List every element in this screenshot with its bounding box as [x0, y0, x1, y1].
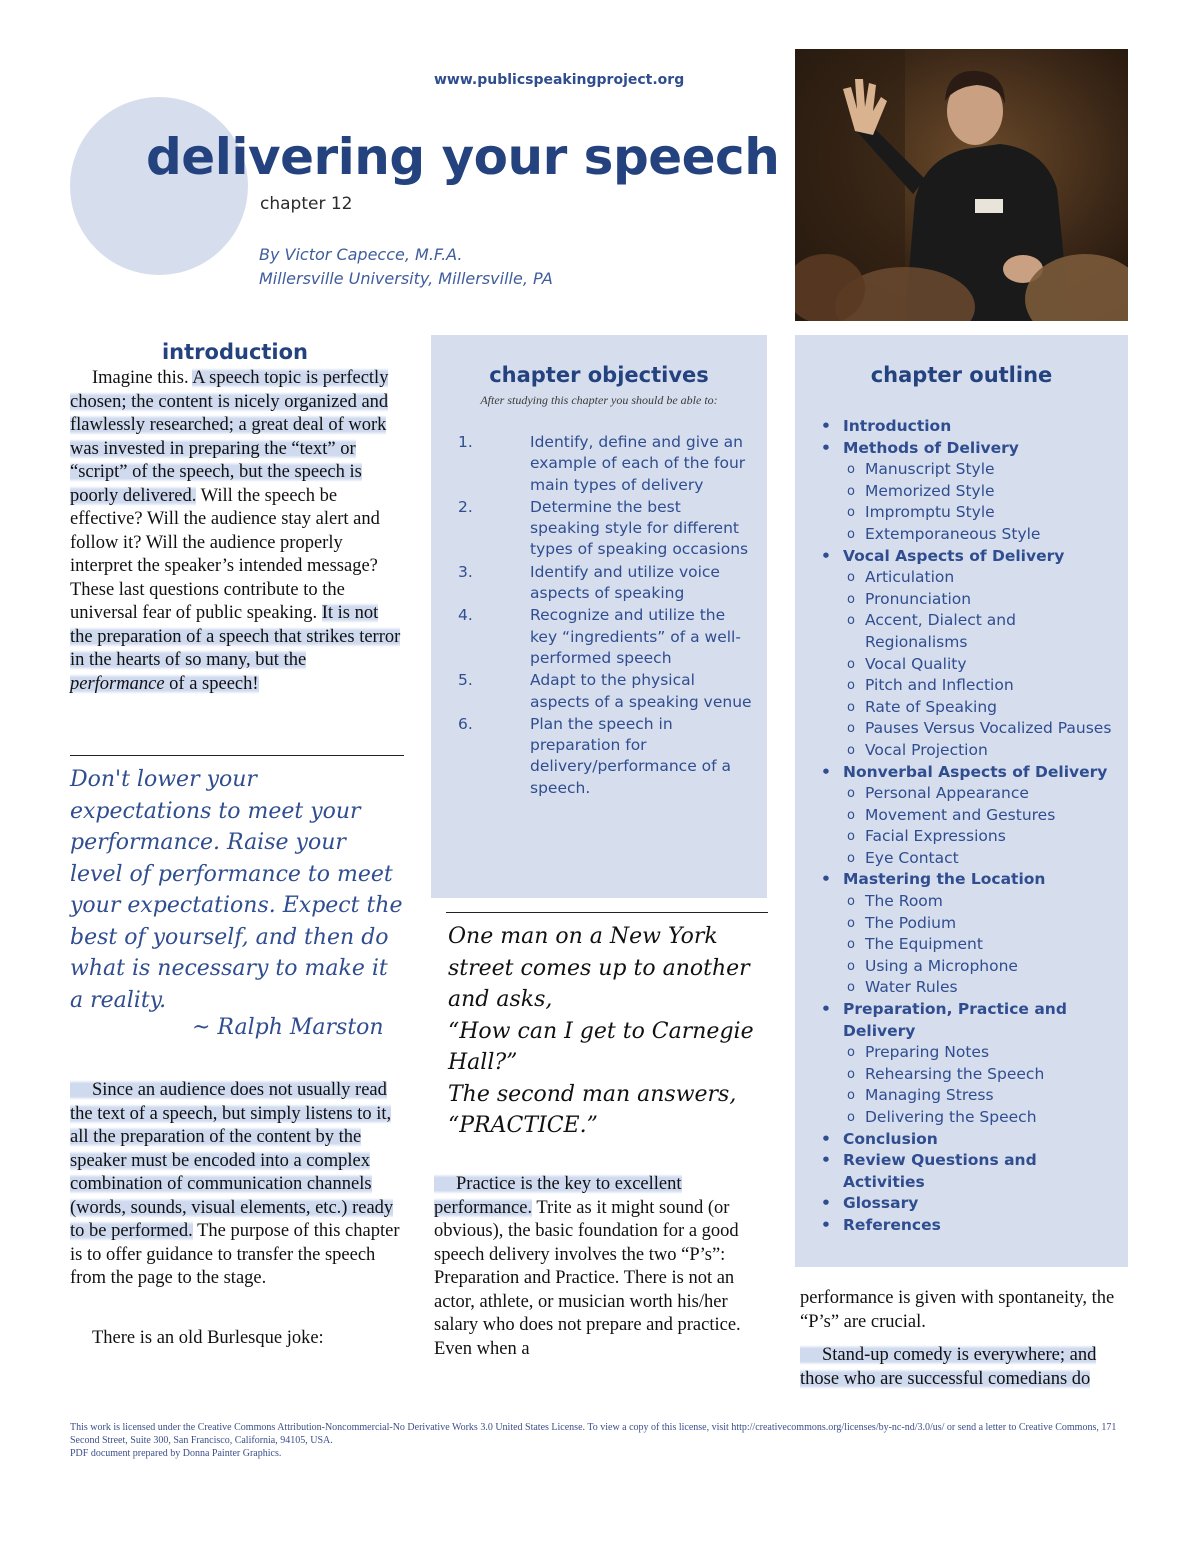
introduction-paragraph: [70, 367, 402, 696]
outline-subsection[interactable]: [817, 589, 1122, 611]
circle-bullet-icon: o: [847, 1088, 855, 1104]
site-url-link[interactable]: www.publicspeakingproject.org: [434, 72, 685, 88]
outline-section[interactable]: [817, 869, 1122, 891]
outline-subsection[interactable]: [817, 1064, 1122, 1086]
circle-bullet-icon: o: [847, 526, 855, 542]
delivery-highlight: Since an audience does not usually read the text of a speech, but simply listens to it, all the preparation of the content by the speaker must be encoded into a complex combination of communication channels (words, sounds, visual elements, etc.) ready to be performed.: [70, 1080, 394, 1241]
circle-bullet-icon: o: [847, 807, 855, 823]
objective-text: Determine the best speaking style for different types of speaking occasions: [530, 497, 749, 559]
outline-subsection[interactable]: [817, 697, 1122, 719]
speaker-photo: [795, 49, 1128, 321]
circle-bullet-icon: o: [847, 915, 855, 931]
outline-subsection-label: Pronunciation: [865, 589, 972, 608]
intro-text-a: Imagine this.: [92, 368, 193, 388]
pull-quote-carnegie-hall: [448, 921, 768, 1142]
chapter-label: chapter 12: [260, 194, 353, 214]
outline-section-label: Conclusion: [843, 1129, 938, 1148]
intro-emphasis: performance: [70, 673, 165, 694]
outline-section[interactable]: [817, 416, 1122, 438]
objective-text: Plan the speech in preparation for delivery/performance of a speech.: [530, 714, 732, 797]
outline-subsection-label: The Podium: [865, 913, 957, 932]
circle-bullet-icon: o: [847, 980, 855, 996]
objectives-intro: After studying this chapter you should be able to:: [480, 393, 718, 407]
outline-subsection-label: Memorized Style: [865, 481, 995, 500]
outline-subsection[interactable]: [817, 1085, 1122, 1107]
outline-subsection[interactable]: [817, 481, 1122, 503]
objective-number: 5.: [458, 671, 473, 690]
outline-subsection-label: Movement and Gestures: [865, 805, 1056, 824]
outline-section-label: Methods of Delivery: [843, 438, 1019, 457]
circle-bullet-icon: o: [847, 958, 855, 974]
objective-text: Adapt to the physical aspects of a speaking venue: [530, 671, 752, 711]
author-block: [259, 243, 553, 291]
standup-paragraph: [800, 1344, 1130, 1391]
outline-heading: chapter outline: [870, 363, 1053, 387]
objectives-list: [458, 432, 758, 800]
outline-section-label: References: [843, 1215, 941, 1234]
outline-section-label: Glossary: [843, 1194, 919, 1213]
practice-paragraph: [434, 1173, 769, 1361]
objective-number: 6.: [458, 714, 473, 733]
bullet-icon: •: [821, 1000, 831, 1019]
outline-subsection[interactable]: [817, 740, 1122, 762]
outline-subsection-label: Personal Appearance: [865, 784, 1029, 803]
circle-bullet-icon: o: [847, 505, 855, 521]
bullet-icon: •: [821, 762, 831, 781]
intro-highlight-2-end: of a speech!: [164, 673, 259, 694]
outline-subsection-label: Preparing Notes: [865, 1043, 990, 1062]
chapter-outline-panel: [795, 335, 1128, 1267]
practice-text: Trite as it might sound (or obvious), the basic foundation for a good speech delivery involves the two “P’s”: Preparation and Practice. There is not an actor, athlete, or musician worth his/her salary who does not prepare and practice. Even when a: [434, 1197, 741, 1359]
objective-text: Identify, define and give an example of each of the four main types of delivery: [530, 433, 746, 494]
outline-subsection-label: Manuscript Style: [865, 460, 995, 479]
outline-subsection[interactable]: [817, 459, 1122, 481]
circle-bullet-icon: o: [847, 721, 855, 737]
outline-section[interactable]: [817, 438, 1122, 460]
outline-subsection-label: Eye Contact: [865, 848, 959, 867]
bullet-icon: •: [821, 1151, 831, 1170]
circle-bullet-icon: o: [847, 678, 855, 694]
outline-subsection-label: Managing Stress: [865, 1086, 994, 1105]
outline-section[interactable]: [817, 999, 1122, 1042]
outline-subsection[interactable]: [817, 567, 1122, 589]
outline-subsection-label: Pauses Versus Vocalized Pauses: [865, 719, 1112, 738]
circle-bullet-icon: o: [847, 570, 855, 586]
intro-highlight-2-text: It is not the preparation of a speech that strikes terror in the hearts of so many, but the: [70, 603, 401, 670]
quote-line: One man on a New York street comes up to another and asks,: [448, 924, 750, 1012]
circle-bullet-icon: o: [847, 742, 855, 758]
outline-subsection[interactable]: [817, 934, 1122, 956]
outline-subsection[interactable]: [817, 654, 1122, 676]
outline-subsection-label: Articulation: [865, 568, 955, 587]
circle-bullet-icon: o: [847, 656, 855, 672]
circle-bullet-icon: o: [847, 850, 855, 866]
outline-subsection[interactable]: [817, 826, 1122, 848]
circle-bullet-icon: o: [847, 613, 855, 629]
bullet-icon: •: [821, 417, 831, 435]
circle-bullet-icon: o: [847, 483, 855, 499]
objective-text: Identify and utilize voice aspects of speaking: [530, 562, 720, 603]
spontaneity-paragraph: performance is given with spontaneity, the “P’s” are crucial.: [800, 1288, 1115, 1332]
quote-line: “How can I get to Carnegie Hall?”: [448, 1018, 754, 1075]
divider-rule: [446, 912, 768, 913]
circle-bullet-icon: o: [847, 699, 855, 715]
outline-subsection-label: The Room: [865, 892, 943, 911]
outline-subsection-label: Delivering the Speech: [865, 1108, 1037, 1126]
bullet-icon: •: [821, 438, 831, 457]
circle-bullet-icon: o: [847, 1110, 855, 1125]
objective-item: [458, 497, 758, 561]
objective-item: [458, 670, 758, 713]
outline-subsection-label: Facial Expressions: [865, 827, 1006, 846]
outline-subsection[interactable]: [817, 783, 1122, 805]
outline-subsection[interactable]: [817, 977, 1122, 999]
circle-bullet-icon: o: [847, 1045, 855, 1061]
outline-subsection[interactable]: [817, 891, 1122, 913]
objective-number: 4.: [458, 606, 473, 625]
outline-subsection-label: Impromptu Style: [865, 503, 995, 522]
license-footer: [70, 1421, 1128, 1460]
outline-subsection[interactable]: [817, 502, 1122, 524]
circle-bullet-icon: o: [847, 894, 855, 910]
license-text: This work is licensed under the Creative Commons Attribution-Noncommercial-No Derivative Works 3.0 United States License. To view a copy of this license, visit http://creativecommons.org/licenses/by-nc-nd/3.0/us/ or send a letter to Creative Commons, 171 Second Street, Suite 300, San Francisco, California, 94105, USA.: [70, 1422, 1117, 1446]
outline-subsection[interactable]: [817, 524, 1122, 546]
outline-subsection[interactable]: [817, 956, 1122, 978]
outline-subsection-label: Extemporaneous Style: [865, 524, 1041, 543]
outline-subsection-label: Pitch and Inflection: [865, 676, 1014, 695]
outline-section[interactable]: [817, 546, 1122, 568]
objective-item: [458, 562, 758, 605]
outline-subsection-label: Rehearsing the Speech: [865, 1064, 1045, 1083]
outline-section[interactable]: [817, 1150, 1122, 1193]
outline-list: [817, 416, 1122, 1237]
outline-section[interactable]: [817, 762, 1122, 784]
outline-section-label: Mastering the Location: [843, 870, 1046, 889]
bullet-icon: •: [821, 870, 831, 889]
outline-section[interactable]: [817, 1129, 1122, 1151]
objective-item: [458, 605, 758, 669]
outline-section-label: Nonverbal Aspects of Delivery: [843, 762, 1108, 781]
delivery-paragraph: [70, 1079, 405, 1291]
outline-subsection[interactable]: [817, 718, 1122, 740]
objective-item: [458, 714, 758, 799]
outline-section-label: Preparation, Practice and Delivery: [843, 1000, 1067, 1040]
outline-subsection-label: Vocal Quality: [865, 654, 967, 673]
outline-section-label: Vocal Aspects of Delivery: [843, 546, 1065, 565]
objective-number: 1.: [458, 433, 473, 451]
outline-section-label: Introduction: [843, 417, 952, 435]
intro-highlight-1: A speech topic is perfectly chosen; the content is nicely organized and flawlessly researched; a great deal of work was invested in preparing the “text” or “script” of the speech, but the speech is poorly delivered.: [70, 368, 389, 506]
outline-subsection[interactable]: [817, 1042, 1122, 1064]
delivery-text: The purpose of this chapter is to offer guidance to transfer the speech from the page to the stage.: [70, 1221, 400, 1288]
author-affiliation: Millersville University, Millersville, PA: [259, 269, 553, 288]
circle-bullet-icon: o: [847, 462, 855, 478]
bullet-icon: •: [821, 1129, 831, 1148]
author-name: By Victor Capecce, M.F.A.: [259, 245, 463, 264]
page-title: delivering your speech: [146, 128, 780, 186]
practice-highlight: Practice is the key to excellent performance.: [434, 1174, 682, 1218]
divider-rule: [70, 755, 404, 756]
chapter-objectives-panel: [431, 335, 767, 898]
quote-attribution: ~ Ralph Marston: [192, 1015, 384, 1040]
outline-section[interactable]: [817, 1215, 1122, 1237]
outline-subsection[interactable]: [817, 675, 1122, 697]
outline-subsection[interactable]: [817, 913, 1122, 935]
circle-bullet-icon: o: [847, 591, 855, 607]
outline-subsection[interactable]: [817, 805, 1122, 827]
circle-bullet-icon: o: [847, 786, 855, 802]
outline-subsection-label: Accent, Dialect and Regionalisms: [865, 611, 1016, 651]
outline-subsection[interactable]: [817, 848, 1122, 870]
outline-subsection-label: Rate of Speaking: [865, 697, 997, 716]
outline-subsection[interactable]: [817, 610, 1122, 653]
bullet-icon: •: [821, 1215, 831, 1234]
quote-line: The second man answers, “PRACTICE.”: [448, 1081, 737, 1138]
objective-number: 3.: [458, 562, 473, 581]
outline-subsection-label: Water Rules: [865, 978, 958, 997]
objective-item: [458, 432, 758, 496]
decorative-circle: [70, 97, 248, 275]
prepared-by-text: PDF document prepared by Donna Painter Graphics.: [70, 1448, 282, 1459]
standup-highlight: Stand-up comedy is everywhere; and those who are successful comedians do: [800, 1345, 1097, 1389]
objectives-heading: chapter objectives: [489, 363, 709, 387]
objective-number: 2.: [458, 497, 473, 516]
circle-bullet-icon: o: [847, 829, 855, 845]
outline-subsection[interactable]: [817, 1107, 1122, 1129]
bullet-icon: •: [821, 546, 831, 565]
objective-text: Recognize and utilize the key “ingredients” of a well-performed speech: [530, 606, 741, 667]
circle-bullet-icon: o: [847, 1066, 855, 1082]
bullet-icon: •: [821, 1194, 831, 1213]
outline-subsection-label: The Equipment: [865, 935, 983, 954]
outline-subsection-label: Vocal Projection: [865, 740, 988, 759]
intro-text-b: Will the speech be effective? Will the audience stay alert and follow it? Will the audience properly interpret the speaker’s intended message? These last questions contribute to the universal fear of public speaking.: [70, 485, 380, 623]
outline-section[interactable]: [817, 1193, 1122, 1215]
pull-quote-marston: Don't lower your expectations to meet your performance. Raise your level of performance to meet your expectations. Expect the best of yourself, and then do what is necessary to make it a reality.: [70, 767, 403, 1013]
introduction-heading: introduction: [161, 340, 308, 364]
outline-section-label: Review Questions and Activities: [843, 1151, 1037, 1191]
outline-subsection-label: Using a Microphone: [865, 956, 1018, 975]
circle-bullet-icon: o: [847, 937, 855, 953]
burlesque-joke-intro: There is an old Burlesque joke:: [92, 1328, 324, 1348]
